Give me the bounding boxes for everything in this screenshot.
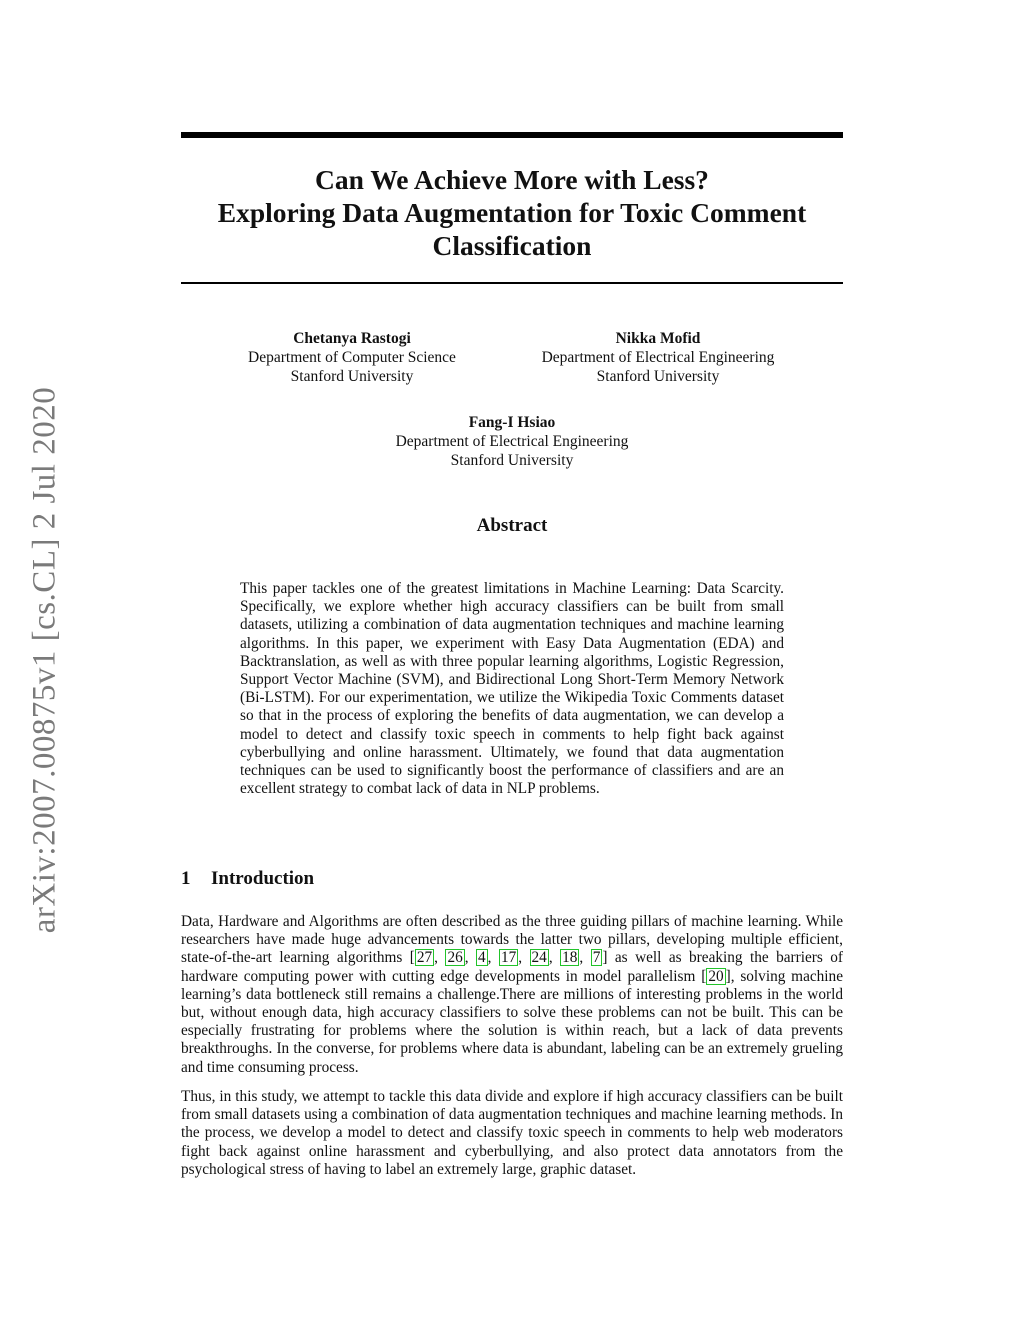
citation-link[interactable]: 4 [478, 949, 486, 967]
paragraph-text: ] as well as breaking the barriers of hardware computing power with cutting edge developments in model parallelism [ [181, 949, 844, 985]
paper-title [181, 163, 843, 262]
arxiv-identifier-stamp: arXiv:2007.00875v1 [cs.CL] 2 Jul 2020 [26, 386, 63, 934]
paragraph-text: ], solving machine learning’s data bottleneck still remains a challenge.There are millions of interesting problems in the world but, without enough data, high accuracy classifiers to solve these problems can not be built. This can be especially frustrating for problems where the solution is within reach, but a lack of data prevents breakthroughs. In the converse, for problems where data is abundant, labeling can be an extremely grueling and time consuming process. [181, 967, 843, 1076]
citation-link[interactable]: 18 [562, 949, 578, 967]
author-department: Department of Electrical Engineering [395, 433, 629, 450]
author-block-1 [212, 329, 492, 386]
section-title: Introduction [211, 868, 315, 889]
author-department: Department of Computer Science [248, 349, 456, 366]
citation-link[interactable]: 7 [592, 949, 601, 967]
title-line-1: Can We Achieve More with Less? [315, 164, 709, 195]
section-number: 1 [181, 868, 191, 889]
title-top-rule [181, 132, 843, 138]
section-heading [181, 868, 314, 890]
author-name: Chetanya Rastogi [293, 330, 411, 347]
citation-link[interactable]: 24 [531, 949, 547, 967]
abstract-text: This paper tackles one of the greatest limitations in Machine Learning: Data Scarcity. Specifically, we explore whether high accuracy classifiers can be built from small datasets, utilizing a combination of data augmentation techniques and machine learning algorithms. In this paper, we experiment with Easy Data Augmentation (EDA) and Backtranslation, as well as with three popular learning algorithms, Logistic Regression, Support Vector Machine (SVM), and Bidirectional Long Short-Term Memory Network (Bi-LSTM). For our experimentation, we utilize the Wikipedia Toxic Comments dataset so that in the process of exploring the benefits of data augmentation, we can develop a model to detect and classify toxic speech in comments to help fight back against cyberbullying and online harassment. Ultimately, we found that data augmentation techniques can be used to significantly boost the performance of classifiers and are an excellent strategy to combat lack of data in NLP problems. [240, 580, 784, 798]
author-department: Department of Electrical Engineering [541, 349, 775, 366]
title-line-2: Exploring Data Augmentation for Toxic Comment [217, 197, 807, 228]
author-name: Nikka Mofid [615, 330, 701, 347]
title-bottom-rule [181, 282, 843, 284]
citation-link[interactable]: 17 [500, 949, 517, 967]
citation-link[interactable]: 26 [447, 949, 463, 967]
author-university: Stanford University [596, 368, 720, 385]
intro-paragraph-2: Thus, in this study, we attempt to tackle this data divide and explore if high accuracy classifiers can be built from small datasets using a combination of data augmentation techniques and machine learning methods. In the process, we develop a model to detect and classify toxic speech in comments to help web moderators fight back against online harassment and cyberbullying, and also protect data annotators from the psychological stress of having to label an extremely large, graphic dataset. [181, 1088, 843, 1178]
author-name: Fang-I Hsiao [468, 414, 556, 431]
paragraph-text: Data, Hardware and Algorithms are often described as the three guiding pillars of machine learning. While researchers have made huge advancements towards the latter two pillars, developing multiple efficient, state-of-the-art learning algorithms [ [181, 913, 843, 967]
title-line-3: Classification [432, 230, 592, 261]
author-university: Stanford University [450, 452, 574, 469]
abstract-heading: Abstract [476, 515, 548, 536]
author-block-3 [362, 413, 662, 470]
citation-link[interactable]: 20 [708, 967, 724, 985]
intro-paragraph-1: Data, Hardware and Algorithms are often described as the three guiding pillars of machine learning. While researchers have made huge advancements towards the latter two pillars, developing multiple efficient, state-of-the-art learning algorithms [ 27 , 26 , 4 , 17 , 24 , 18 , 7 ] as well as breaking the barriers of hardware computing power with cutting edge developments in model parallelism [ 20 ], solving machine learning’s data bottleneck still remains a challenge.There are millions of interesting problems in the world but, without enough data, high accuracy classifiers to solve these problems can not be built. This can be especially frustrating for problems where the solution is within reach, but a lack of data prevents breakthroughs. In the converse, for problems where data is abundant, labeling can be an extremely grueling and time consuming process. [181, 913, 844, 1076]
citation-link[interactable]: 27 [416, 949, 433, 967]
author-university: Stanford University [290, 368, 414, 385]
author-block-2 [508, 329, 808, 386]
